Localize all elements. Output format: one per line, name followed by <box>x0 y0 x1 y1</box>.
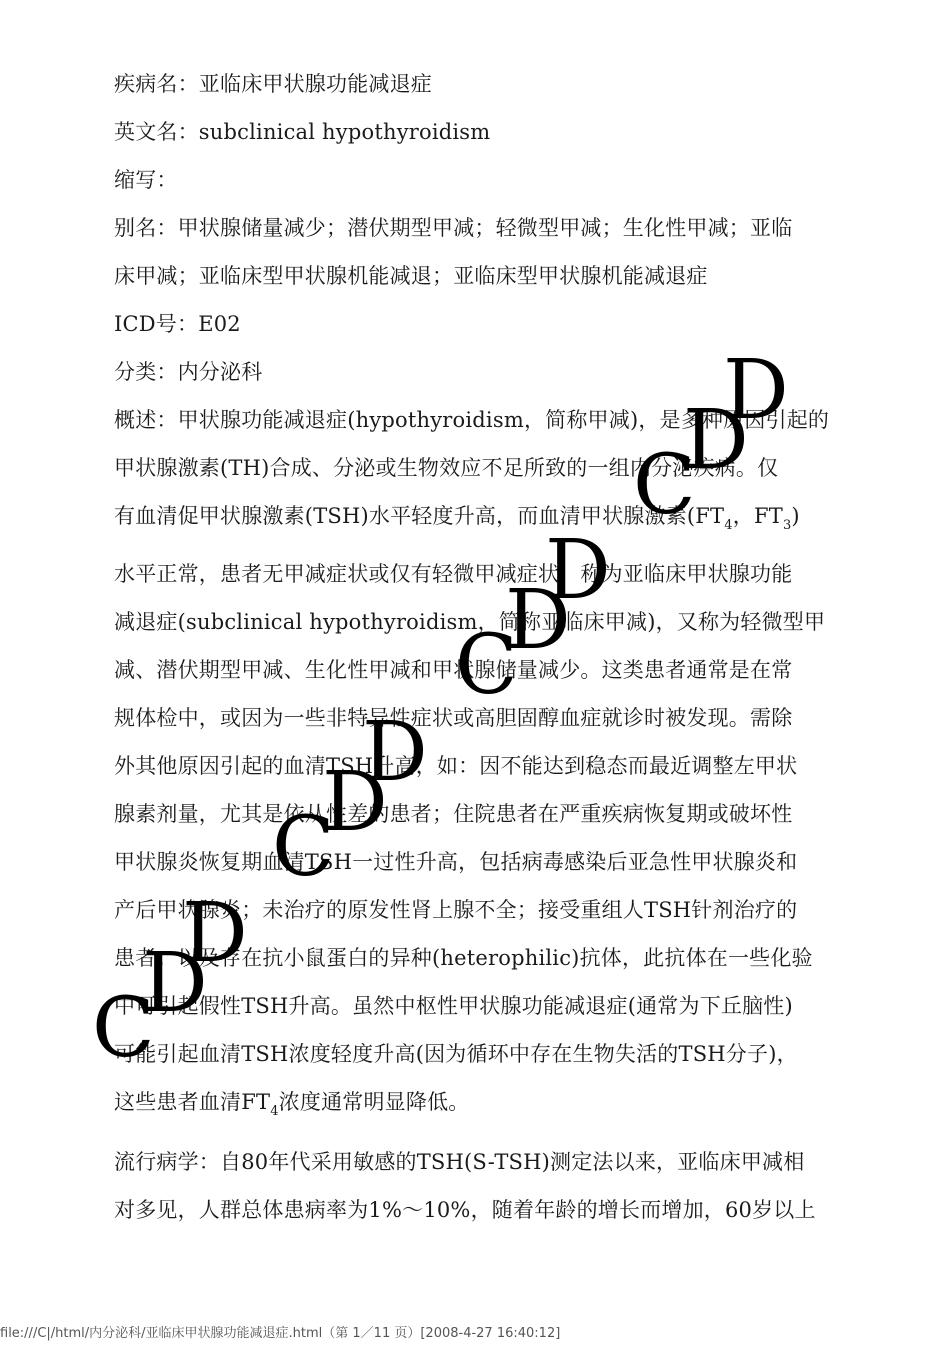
overview-line-11: 产后甲状腺炎；未治疗的原发性肾上腺不全；接受重组人TSH针剂治疗的 <box>114 898 798 922</box>
watermark-d-small: D <box>322 755 388 850</box>
page-footer: file:///C|/html/内分泌科/亚临床甲状腺功能减退症.html（第 1／11 页）[2008-4-27 16:40:12] <box>0 1326 561 1341</box>
watermark-d-large: D <box>182 886 248 981</box>
overview-line-2: 甲状腺激素(TH)合成、分泌或生物效应不足所致的一组内分泌疾病。仅 <box>114 456 779 480</box>
watermark-c: C <box>92 981 155 1076</box>
english-name-line: 英文名：subclinical hypothyroidism <box>114 120 491 144</box>
overview-line-6: 减、潜伏期型甲减、生化性甲减和甲状腺储量减少。这类患者通常是在常 <box>114 658 793 682</box>
watermark-d-large: D <box>545 523 611 618</box>
watermark-c: C <box>455 618 518 713</box>
abbreviation-line: 缩写： <box>114 168 178 192</box>
overview-line-7: 规体检中，或因为一些非特异性症状或高胆固醇血症就诊时被发现。需除 <box>114 706 793 730</box>
overview-line-13: 中可引起假性TSH升高。虽然中枢性甲状腺功能减退症(通常为下丘脑性) <box>114 994 793 1018</box>
watermark-d-large: D <box>723 343 789 438</box>
watermark-d-large: D <box>362 705 428 800</box>
overview-line-9: 腺素剂量，尤其是依从性差的患者；住院患者在严重疾病恢复期或破坏性 <box>114 802 793 826</box>
overview-line-10: 甲状腺炎恢复期血清TSH一过性升高，包括病毒感染后亚急性甲状腺炎和 <box>114 850 798 874</box>
epidemiology-line-2: 对多见，人群总体患病率为1%～10%，随着年龄的增长而增加，60岁以上 <box>114 1198 816 1222</box>
overview-line-15: 这些患者血清$FT_4$浓度通常明显降低。 <box>114 1090 470 1119</box>
overview-line-14: 可能引起血清TSH浓度轻度升高(因为循环中存在生物失活的TSH分子)， <box>114 1042 798 1066</box>
overview-line-8: 外其他原因引起的血清TSH升高，如：因不能达到稳态而最近调整左甲状 <box>114 754 798 778</box>
category-line: 分类：内分泌科 <box>114 360 263 384</box>
overview-line-1: 概述：甲状腺功能减退症(hypothyroidism，简称甲减)，是多种原因引起的 <box>114 408 830 432</box>
overview-line-5: 减退症(subclinical hypothyroidism，简称亚临床甲减)，又称为轻微型甲 <box>114 610 826 634</box>
icd-line: ICD号：E02 <box>114 312 241 336</box>
watermark-d-small: D <box>505 573 571 668</box>
watermark-c: C <box>272 800 335 895</box>
watermark-d-small: D <box>683 393 749 488</box>
disease-name-line: 疾病名：亚临床甲状腺功能减退症 <box>114 72 432 96</box>
watermark-d-small: D <box>142 936 208 1031</box>
watermark-c: C <box>633 438 696 533</box>
overview-line-12: 患者；以及存在抗小鼠蛋白的异种(heterophilic)抗体，此抗体在一些化验 <box>114 946 813 970</box>
alias-line-2: 床甲减；亚临床型甲状腺机能减退；亚临床型甲状腺机能减退症 <box>114 264 708 288</box>
epidemiology-line-1: 流行病学：自80年代采用敏感的TSH(S-TSH)测定法以来，亚临床甲减相 <box>114 1150 805 1174</box>
overview-line-4: 水平正常，患者无甲减症状或仅有轻微甲减症状，称为亚临床甲状腺功能 <box>114 562 793 586</box>
overview-line-3: 有血清促甲状腺激素(TSH)水平轻度升高，而血清甲状腺激素($FT_4$，$FT_3$) <box>114 504 800 533</box>
alias-line-1: 别名：甲状腺储量减少；潜伏期型甲减；轻微型甲减；生化性甲减；亚临 <box>114 216 793 240</box>
